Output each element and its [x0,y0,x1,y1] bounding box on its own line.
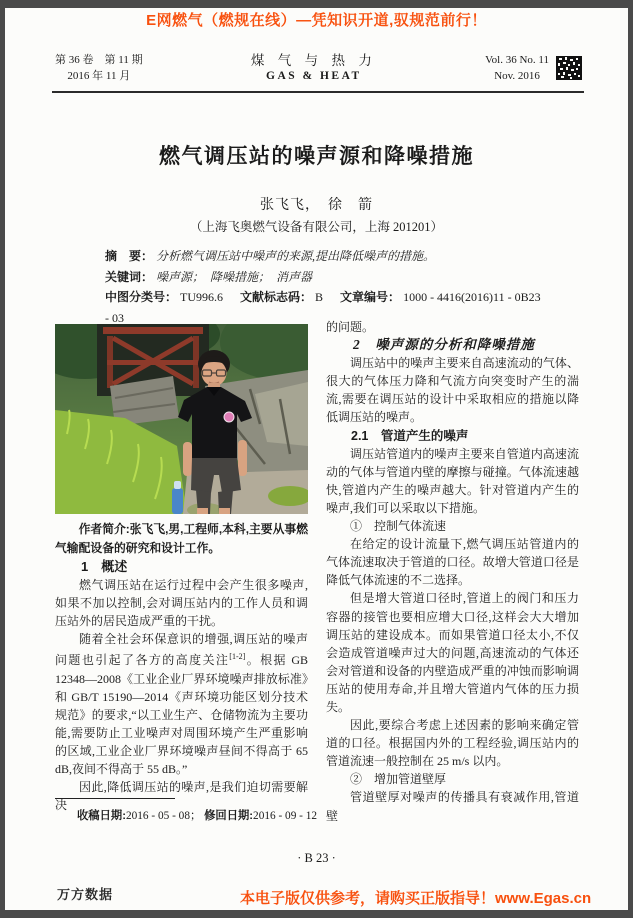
paragraph: 调压站管道内的噪声主要来自管道内高速流动的气体与管道内壁的摩擦与碰撞。气体流速越快,管道内产生的噪声越大。针对管道内产生的噪声,我们可以采取以下措施。 [326,446,579,515]
abstract-block [105,246,543,328]
section-2-1-heading: 2.1 管道产生的噪声 [351,428,469,443]
volume-issue-cn [55,52,143,84]
journal-name-en: GAS & HEAT [266,70,362,82]
volume-line: 第 36 卷 第 11 期 [55,54,143,66]
received-dates-footnote [55,798,325,823]
article-affiliation: （上海飞奥燃气设备有限公司，上海 201201） [189,220,444,234]
journal-name-cn: 煤 气 与 热 力 [250,53,377,68]
doc-code-label: 文献标志码： [240,290,313,304]
clc-value: TU996.6 [180,290,224,304]
paragraph: 在给定的设计流量下,燃气调压站管道内的气体流速取决于管道的口径。故增大管道口径是降低气体流速的不二选择。 [326,537,579,588]
page-number: · B 23 · [297,851,336,865]
left-column [55,318,308,825]
wanfang-watermark: 万方数据 [57,887,114,902]
two-column-body [55,318,582,825]
list-item-2: ② 增加管道壁厚 [350,772,447,787]
author-photo-illustration [55,324,308,514]
paragraph: 但是增大管道口径时,管道上的阀门和压力容器的接管也要相应增大口径,这样会大大增加调压站的建设成本。而如果管道口径太小,不仅会造成管道噪声过大的问题,高速流动的气体还会对管道和设备的内壁造成严重的冲蚀而影响调压站的使用寿命,并且增大管道内气体的压力损失。 [326,591,579,714]
article-authors: 张飞飞， 徐 箭 [260,198,373,213]
revised-value: 2016 - 09 - 12 [253,810,318,822]
journal-page [5,8,628,910]
citation-superscript: [1-2] [229,652,246,662]
footnote-text [55,807,325,823]
header-divider [52,91,584,93]
paragraph: 管道壁厚对噪声的传播具有衰减作用,管道壁 [326,790,579,823]
section-2-heading: 2 噪声源的分析和降噪措施 [353,337,535,353]
revised-label: 修回日期: [204,810,254,822]
vol-line: Vol. 36 No. 11 [485,54,549,66]
date-line: 2016 年 11 月 [67,70,131,82]
paragraph [55,630,308,778]
paragraph: 因此,降低调压站的噪声,是我们迫切需要解决 [55,780,308,813]
volume-issue-en-block [485,52,582,84]
keywords-line [105,267,543,288]
article-id-label: 文章编号： [340,290,401,304]
paragraph-continued: 的问题。 [326,320,375,334]
paragraph-text: 。根据 GB 12348—2008《工业企业厂界环境噪声排放标准》和 GB/T 15190—2014《声环境功能区划分技术规范》的要求,“以工业生产、仓储物流为主要功能,需要防止工业噪声对周围环境产生严重影响的区域,工业企业厂界环境噪声昼间不得高于 65 dB,夜间不得高于 55 dB。” [55,653,308,777]
clc-label: 中图分类号： [105,290,178,304]
paragraph: 燃气调压站在运行过程中会产生很多噪声,如果不加以控制,会对调压站内的工作人员和调压站外的居民造成严重的干扰。 [55,578,308,629]
promo-footer: 本电子版仅供参考，请购买正版指导！www.Egas.cn [240,890,592,907]
paragraph-text: 随着全社会环保意识的增强,调压站的噪声问题也引起了各方的高度关注 [55,632,308,668]
abstract-text: 分析燃气调压站中噪声的来源,提出降低噪声的措施。 [156,249,436,263]
paragraph: 调压站中的噪声主要来自高速流动的气体、很大的气体压力降和气流方向突变时产生的湍流,需要在调压站的设计中采取相应的措施以降低调压站的噪声。 [326,356,579,425]
qr-code-icon [556,56,582,80]
received-label: 收稿日期: [77,810,126,822]
author-photo [55,324,308,514]
author-bio: 作者简介:张飞飞,男,工程师,本科,主要从事燃气输配设备的研究和设计工作。 [55,522,308,555]
abstract-label: 摘 要： [105,249,154,263]
nov-line: Nov. 2016 [494,70,540,82]
journal-name [251,52,377,84]
article-id-value: 1000 - 4416(2016)11 - 0B23 - 03 [105,290,541,325]
list-item-1: ① 控制气体流速 [350,519,447,534]
doc-code-value: B [315,290,324,304]
section-1-heading: 1 概述 [81,559,128,574]
keywords-text: 噪声源； 降噪措施； 消声器 [156,269,313,284]
article-title: 燃气调压站的噪声源和降噪措施 [159,144,474,168]
received-value: 2016 - 05 - 08； [125,810,202,822]
abstract-line [105,246,543,267]
top-banner: E网燃气（燃规在线）—凭知识开道,驭规范前行！ [146,12,487,29]
volume-issue-en [485,52,549,84]
paragraph: 因此,要综合考虑上述因素的影响来确定管道的口径。根据国内外的工程经验,调压站内的管道流速一般控制在 25 m/s 以内。 [326,718,579,769]
footnote-divider [55,798,175,799]
keywords-label: 关键词： [105,269,154,284]
right-column [326,318,579,825]
journal-header [55,52,582,84]
